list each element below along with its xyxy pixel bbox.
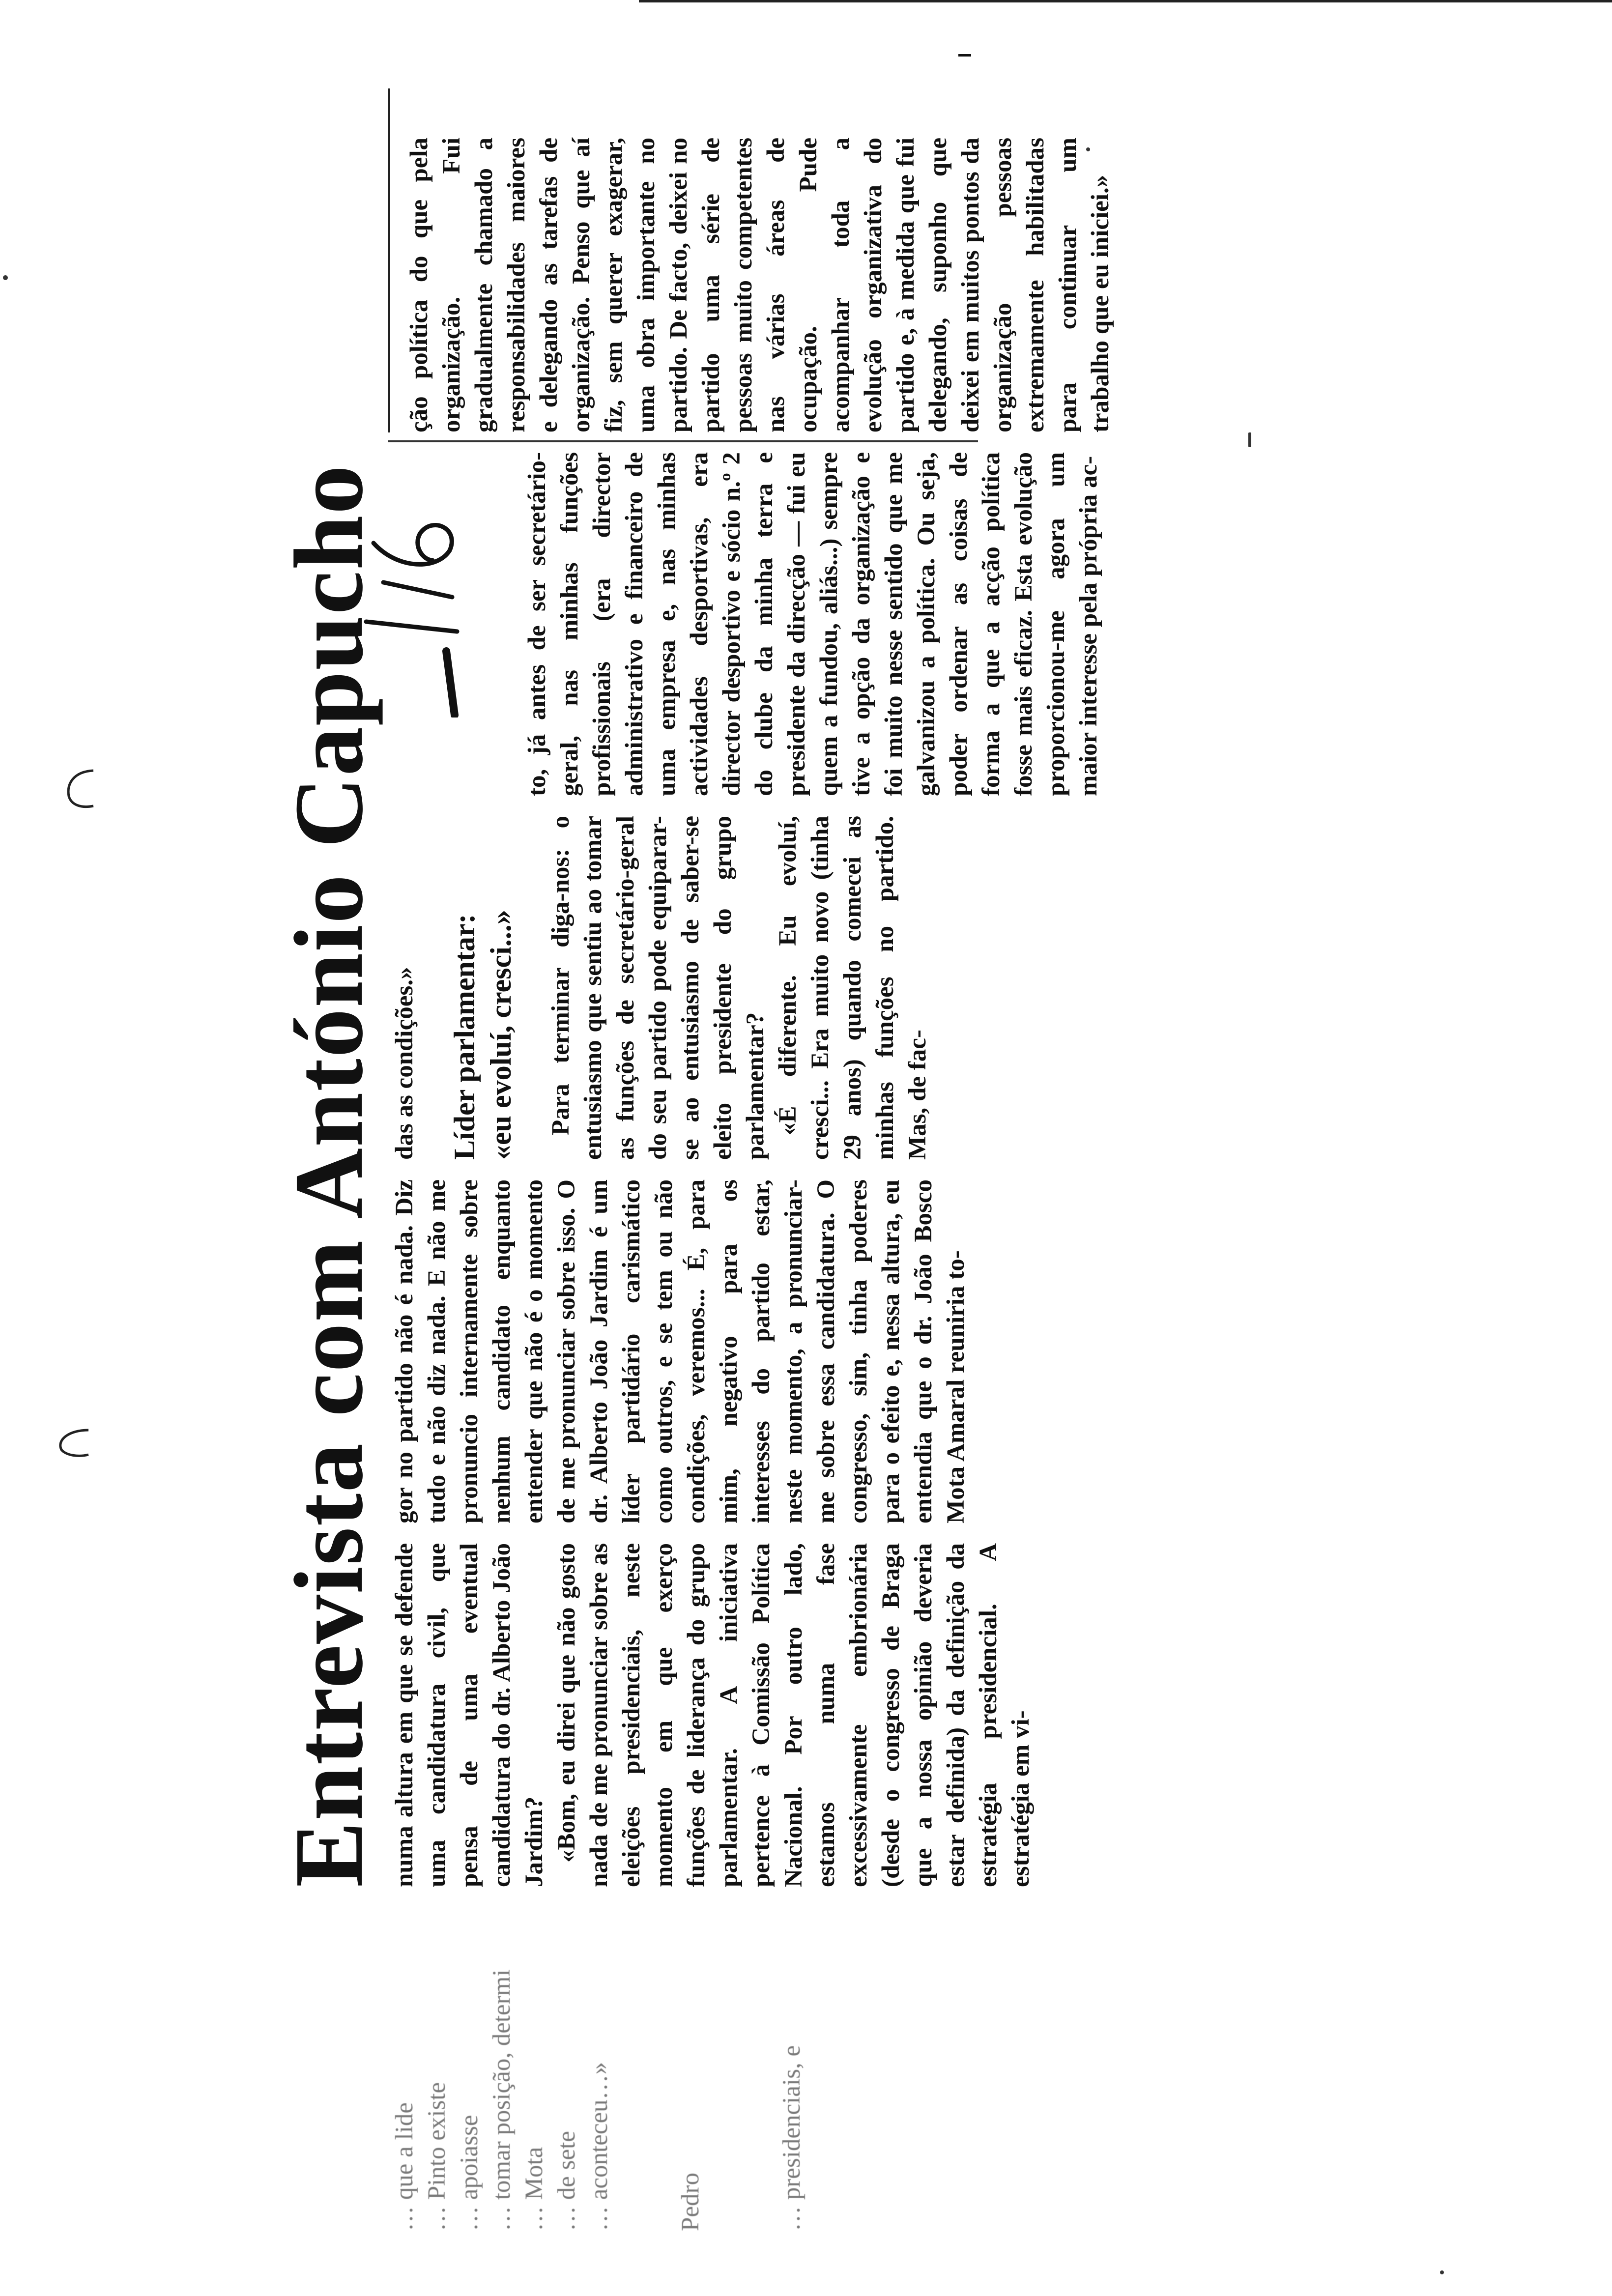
headline: Entrevista com António Capucho — [275, 464, 383, 1887]
subheading — [446, 816, 519, 1160]
question: Para terminar diga-nos: o entusiasmo que sentiu ao tomar as funções de secretário-geral do seu partido pode equiparar-se ao entusiasmo de saber-se eleito presidente do grupo parlamentar? — [547, 816, 769, 1160]
paragraph: gor no partido não é nada. Diz tudo e não diz nada. E não me pronuncio internamente sobre nenhum candidato enquanto entender que não é o momento de me pronunciar sobre isso. O dr. Alberto João Jardim é um líder partidário carismático como outros, e se tem ou não condições, veremos... É, para mim, negativo para os interesses do partido estar, neste momento, a pronunciar-me sobre essa candidatura. O congresso, sim, tinha poderes para o efeito e, nessa altura, eu entendia que o dr. João Bosco Mota Amaral reuniria to- — [391, 1179, 970, 1523]
faint-line: … presidenciais, e — [778, 2045, 806, 2231]
column-3 — [388, 1179, 972, 1523]
column-top-rule — [388, 88, 390, 432]
top-border-line — [639, 0, 1612, 2]
paragraph: ção política do que pela organização. Fui gradualmente chamado a responsabilidades maiores e delegando as tarefas de organização. Penso que aí fiz, sem querer exagerar, uma obra importante no partido. De facto, deixei no partido uma série de pessoas muito competentes nas várias áreas de ocupação. Pude acompanhar toda a evolução organizativa do partido e, à medida que fui delegando, suponho que deixei em muitos pontos da organização pessoas extremamente habilitadas para continuar um trabalho que eu iniciei.» — [405, 138, 1114, 432]
paragraph-tail: das as condições.» — [391, 967, 418, 1160]
column-6 — [403, 138, 1117, 432]
faint-line: … aconteceu…» — [585, 2062, 613, 2231]
scan-bracket-mark — [49, 1425, 93, 1460]
column-5 — [521, 452, 1105, 796]
column-2 — [388, 1543, 1037, 1887]
subheading-line-1: Líder parlamentar: — [448, 914, 481, 1160]
paragraph: «Bom, eu direi que não gosto nada de me pronunciar sobre as eleições presidenciais, neste momento em que exerço funções de liderança do grupo parlamentar. A iniciativa pertence à Comissão Política Nacional. Por outro lado, estamos numa fase excessivamente embrionária (desde o congresso de Braga que a nossa opinião deveria estar definida) da definição da estratégia presidencial. A estratégia em vi- — [553, 1543, 1035, 1887]
scan-speck — [1440, 2270, 1444, 2274]
faint-line: … tomar posição, determi — [488, 1969, 516, 2231]
answer: «É diferente. Eu evoluí, cresci... Era muito novo (tinha 29 anos) quando comecei as minhas funções no partido. Mas, de fac- — [774, 816, 931, 1160]
faint-line: … Pinto existe — [423, 2082, 451, 2231]
newspaper-clipping — [275, 118, 1440, 2231]
scan-bracket-mark — [59, 767, 98, 811]
column-1-faint-text — [388, 1917, 808, 2231]
faint-line: … de sete — [553, 2131, 580, 2231]
faint-line: … Mota — [520, 2147, 548, 2231]
scan-dash-mark — [958, 54, 971, 57]
subheading-line-2: «eu evoluí, cresci...» — [485, 910, 517, 1160]
faint-byline: Pedro — [677, 2173, 704, 2231]
paragraph: to, já antes de ser secretário-geral, nas minhas funções profissionais (era director administrativo e financeiro de uma empresa e, nas minhas actividades desportivas, era director desportivo e sócio n.º 2 do clube da minha terra e presidente da direcção — fui eu quem a fundou, aliás...) sempre tive a opção da organização e foi muito nesse sentido que me galvanizou a política. Ou seja, poder ordenar as coisas de forma a que a acção política fosse mais eficaz. Esta evolução proporcionou-me agora um maior interesse pela própria ac- — [523, 452, 1102, 796]
scan-speck — [3, 275, 8, 280]
faint-line: … que a lide — [391, 2102, 418, 2231]
handwritten-page-number-116 — [354, 491, 482, 718]
column-divider — [388, 440, 978, 442]
faint-line: … apoiasse — [456, 2115, 483, 2231]
scan-speck — [1248, 432, 1251, 447]
column-4 — [388, 816, 934, 1160]
paragraph: numa altura em que se defende uma candidatura civil, que pensa de uma eventual candidatura do dr. Alberto João Jardim? — [391, 1543, 548, 1887]
